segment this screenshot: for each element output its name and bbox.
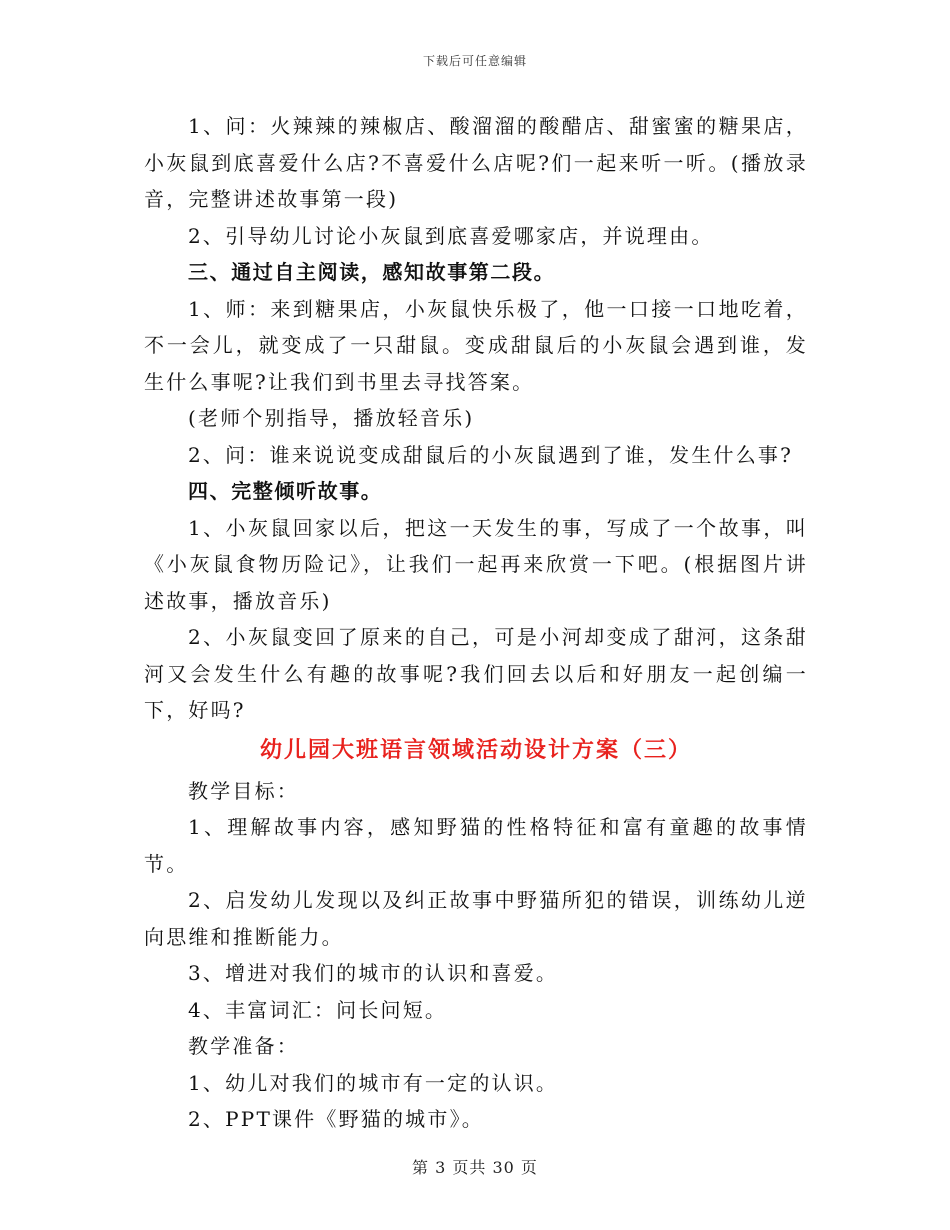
paragraph-teacher-guidance: (老师个别指导，播放轻音乐) — [188, 406, 475, 430]
page-footer: 第 3 页共 30 页 — [412, 1158, 538, 1177]
section-title: 幼儿园大班语言领域活动设计方案（三） — [259, 736, 692, 763]
paragraph-question-shops: 1、问：火辣辣的辣椒店、酸溜溜的酸醋店、甜蜜蜜的糖果店，小灰鼠到底喜爱什么店?不喜爱什么店呢?们一起来听一听。(播放录音，完整讲述故事第一段) — [144, 114, 808, 211]
paragraph-sweet-river: 2、小灰鼠变回了原来的自己，可是小河却变成了甜河，这条甜河又会发生什么有趣的故事呢?我们回去以后和好朋友一起创编一下，好吗? — [144, 625, 808, 722]
section-heading-4: 四、完整倾听故事。 — [188, 479, 383, 503]
paragraph-teaching-goals-label: 教学目标： — [188, 778, 299, 803]
paragraph-prep-2: 2、PPT课件《野猫的城市》。 — [188, 1107, 484, 1131]
paragraph-story-review: 1、小灰鼠回家以后，把这一天发生的事，写成了一个故事，叫《小灰鼠食物历险记》，让我们一起再来欣赏一下吧。(根据图片讲述故事，播放音乐) — [144, 515, 808, 613]
paragraph-teaching-prep-label: 教学准备： — [188, 1034, 299, 1058]
paragraph-goal-3: 3、增进对我们的城市的认识和喜爱。 — [188, 961, 559, 985]
paragraph-goal-1: 1、理解故事内容，感知野猫的性格特征和富有童趣的故事情节。 — [144, 815, 808, 876]
paragraph-prep-1: 1、幼儿对我们的城市有一定的认识。 — [188, 1070, 559, 1095]
paragraph-question-sweet-mouse: 2、问：谁来说说变成甜鼠后的小灰鼠遇到了谁，发生什么事? — [188, 442, 794, 467]
paragraph-goal-4: 4、丰富词汇：问长问短。 — [188, 997, 448, 1022]
section-heading-3: 三、通过自主阅读，感知故事第二段。 — [188, 260, 556, 284]
paragraph-guide-discussion: 2、引导幼儿讨论小灰鼠到底喜爱哪家店，并说理由。 — [188, 223, 714, 248]
page-header: 下载后可任意编辑 — [422, 54, 527, 68]
paragraph-goal-2: 2、启发幼儿发现以及纠正故事中野猫所犯的错误，训练幼儿逆向思维和推断能力。 — [144, 888, 808, 949]
paragraph-candy-store: 1、师：来到糖果店，小灰鼠快乐极了，他一口接一口地吃着，不一会儿，就变成了一只甜鼠。变成甜鼠后的小灰鼠会遇到谁，发生什么事呢?让我们到书里去寻找答案。 — [144, 296, 808, 394]
document-body — [144, 108, 808, 1138]
